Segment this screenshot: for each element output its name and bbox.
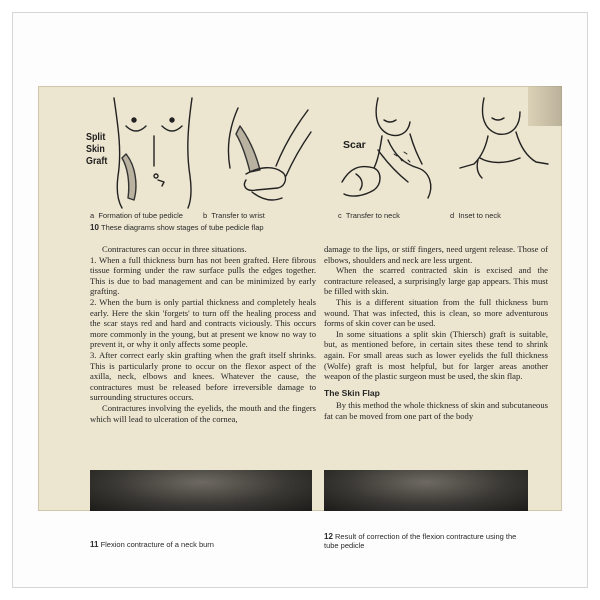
panel-a-caption: a Formation of tube pedicle	[90, 211, 183, 220]
figure-11-caption: 11 Flexion contracture of a neck burn	[90, 540, 214, 549]
panel-b-caption: b Transfer to wrist	[203, 211, 265, 220]
paragraph: In some situations a split skin (Thiersch) graft is suitable, but, as mentioned before, in certain sites these tend to shrink again. For small areas such as lower eyelids the full thickness (Wolfe) graft is most helpful, but for larger areas another weapon of the plastic surgeon must be used, the skin flap.	[324, 328, 548, 382]
paragraph: 3. After correct early skin grafting when the graft itself shrinks. This is particularly prone to occur on the flexor aspect of the axilla, neck, elbows and knees. Whatever the cause, the contractures must be released before irreversible damage to surrounding structures occurs.	[90, 349, 316, 403]
scar-label: Scar	[343, 139, 366, 151]
paragraph: 1. When a full thickness burn has not been grafted. Here fibrous tissue forming under the raw surface pulls the edges together. This is due to bad management and can be minimized by early grafting.	[90, 254, 316, 297]
paragraph: When the scarred contracted skin is excised and the contracture released, a surprisingly large gap appears. This must be filled with skin.	[324, 265, 548, 297]
paragraph: By this method the whole thickness of skin and subcutaneous fat can be moved from one part of the body	[324, 400, 548, 421]
paragraph: damage to the lips, or stiff fingers, need urgent release. Those of elbows, shoulders and neck are less urgent.	[324, 244, 548, 265]
paragraph: Contractures can occur in three situations.	[102, 244, 247, 254]
figure-a-torso-illustration	[96, 96, 216, 208]
adjacent-page-edge	[528, 86, 562, 126]
book-page	[38, 86, 562, 550]
paragraph: 2. When the burn is only partial thickness and completely heals early. Here the skin 'forgets' to turn off the healing process and the scar stays red and hard and contracts viciously. This occurs more commonly in the young, but at present we know no way to prevent it, or why it only affects some people.	[90, 296, 316, 350]
panel-c-caption: c Transfer to neck	[338, 211, 400, 220]
left-text-column	[90, 244, 316, 424]
figure-11-photo	[90, 470, 312, 511]
figure-12-photo	[324, 470, 528, 511]
figure-b-wrist-illustration	[216, 106, 311, 206]
panel-d-caption: d Inset to neck	[450, 211, 501, 220]
split-skin-graft-label: Split Skin Graft	[86, 131, 108, 167]
paragraph: This is a different situation from the full thickness burn wound. That was infected, this is clean, so more adventurous forms of skin cover can be used.	[324, 296, 548, 329]
right-text-column	[324, 244, 548, 422]
figure-10-caption: 10 These diagrams show stages of tube pedicle flap	[90, 223, 264, 232]
section-heading: The Skin Flap	[324, 387, 380, 398]
paragraph: Contractures involving the eyelids, the mouth and the fingers which will lead to ulceration of the cornea,	[90, 402, 316, 424]
figure-12-caption: 12 Result of correction of the flexion contracture using the tube pedicle	[324, 532, 517, 550]
